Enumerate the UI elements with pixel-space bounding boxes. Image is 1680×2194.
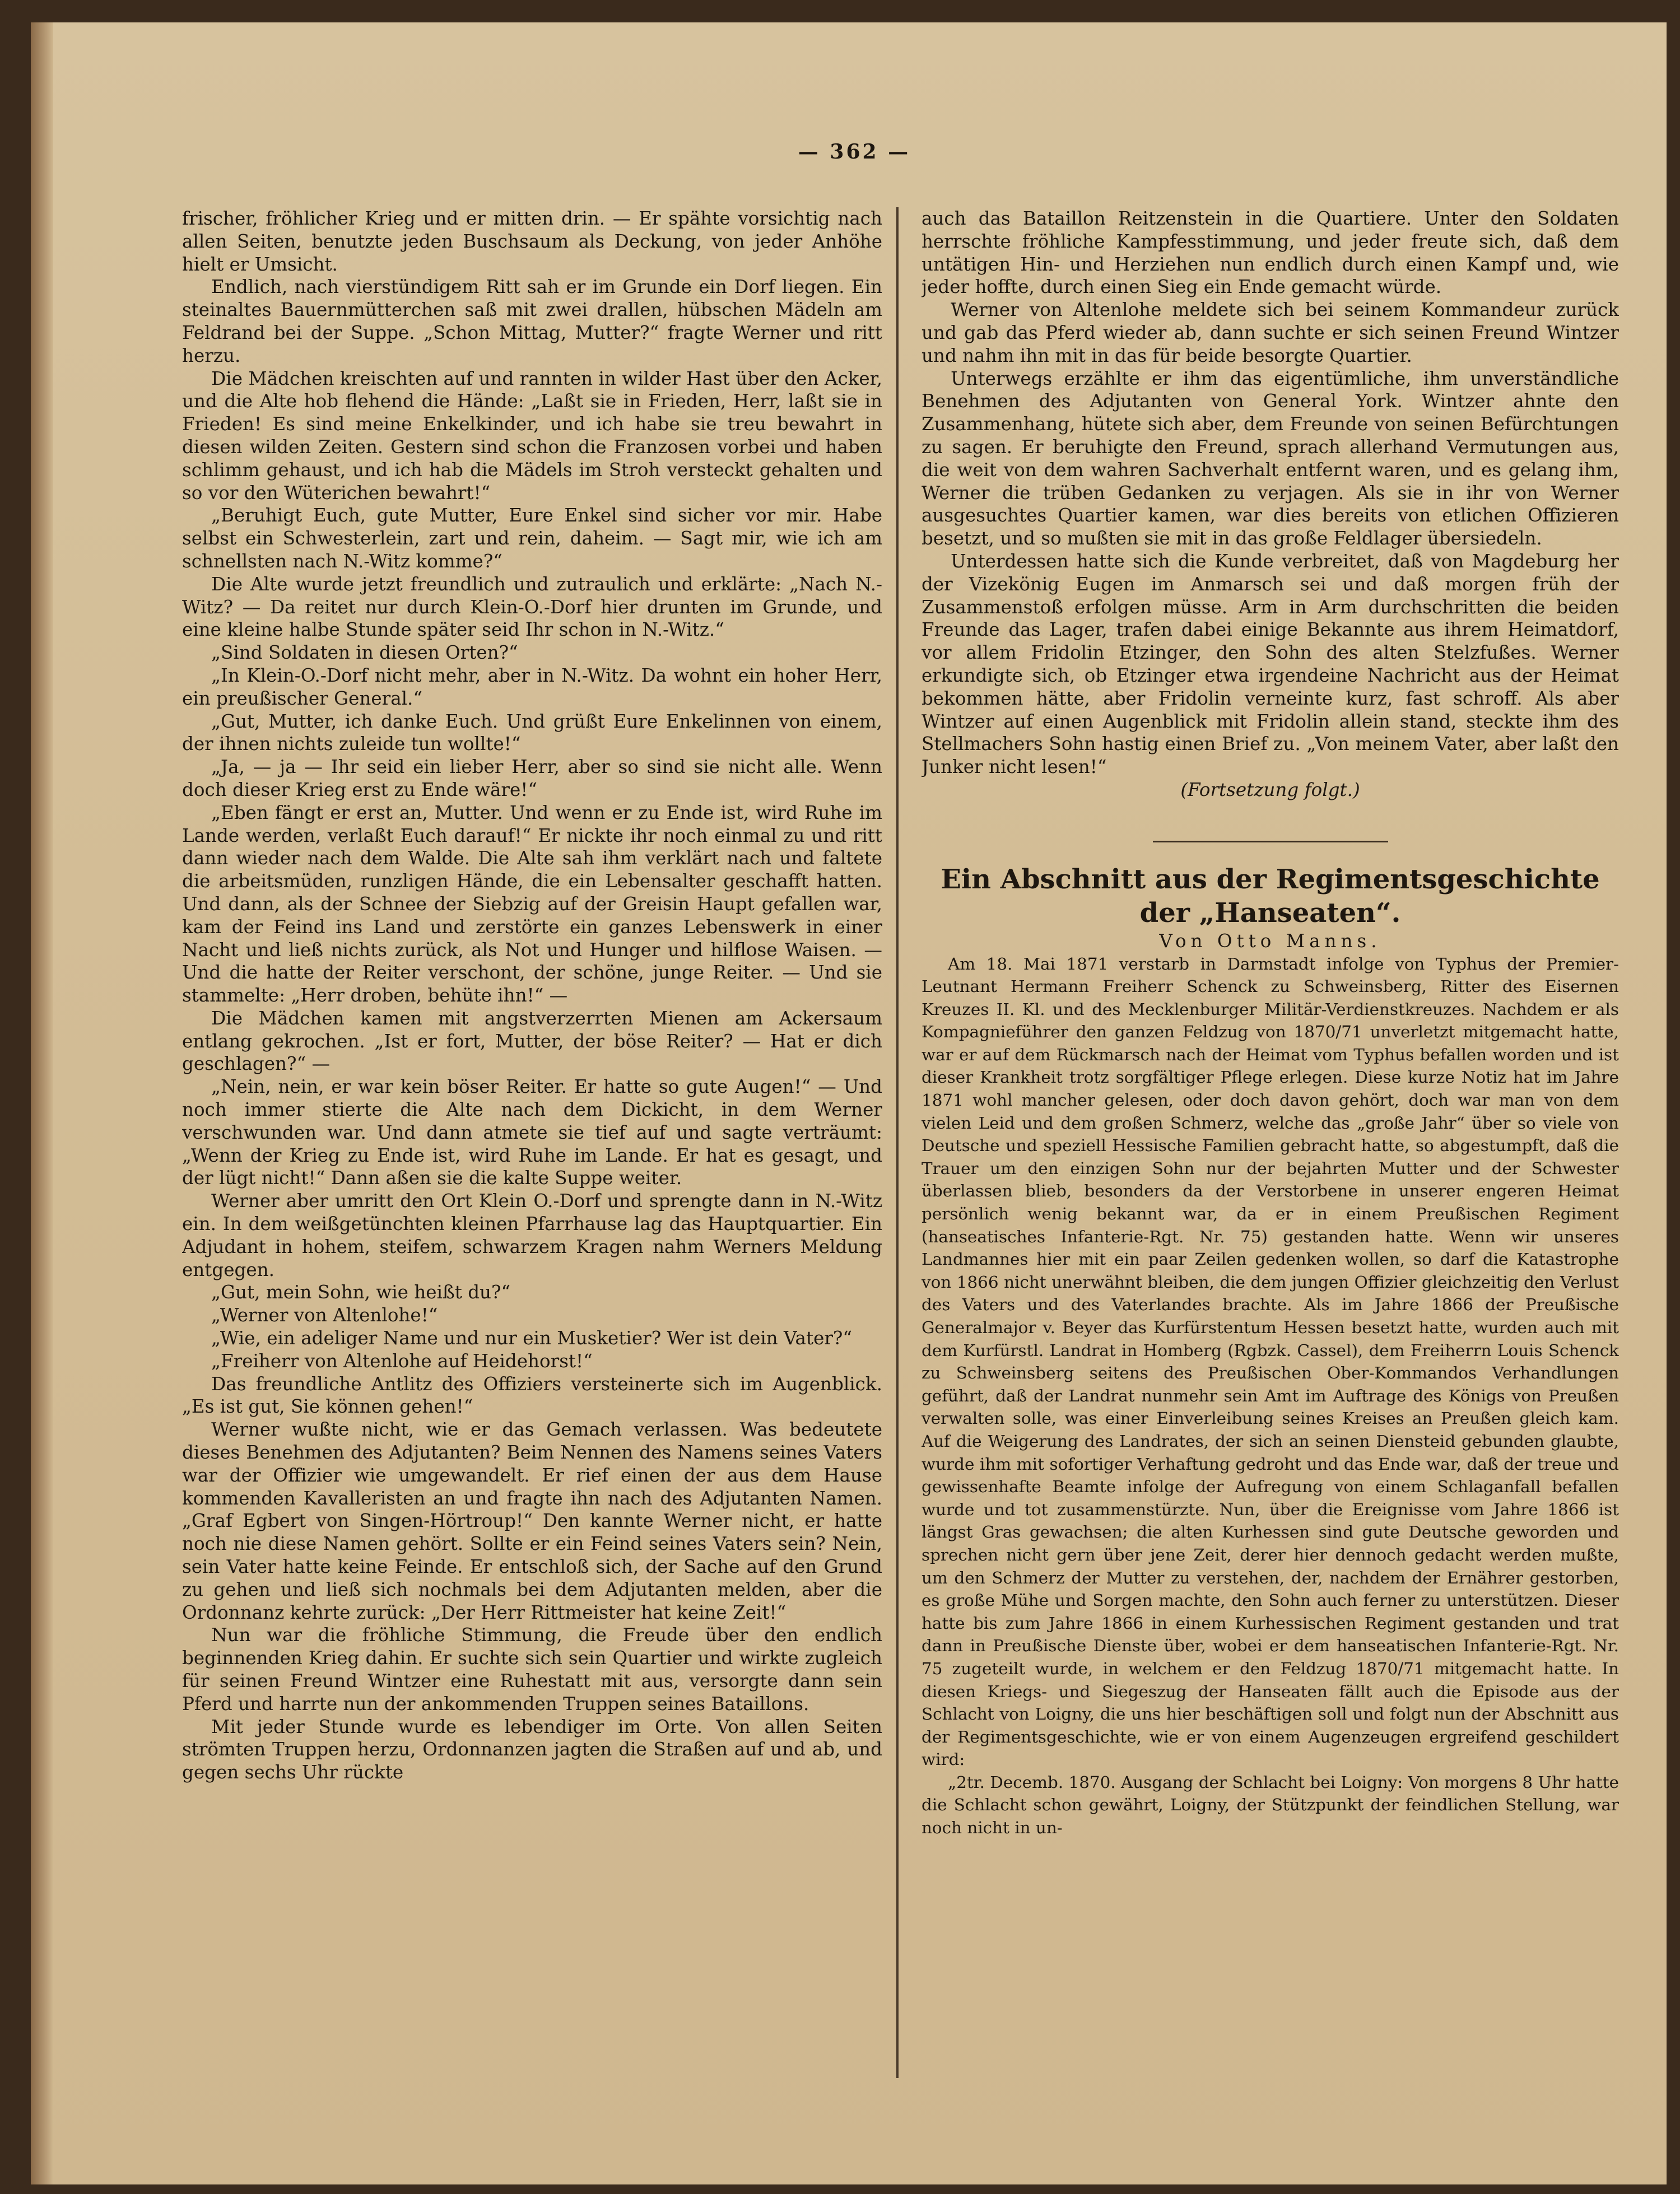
paragraph: „In Klein-O.-Dorf nicht mehr, aber in N.-Witz. Da wohnt ein hoher Herr, ein preußischer General.“ [182, 664, 882, 709]
continuation-note: (Fortsetzung folgt.) [1180, 779, 1360, 800]
paragraph: frischer, fröhlicher Krieg und er mitten drin. — Er spähte vorsichtig nach allen Seiten, benutzte jeden Buschsaum als Deckung, von jeder Anhöhe hielt er Umsicht. [182, 208, 882, 275]
paragraph: Die Mädchen kreischten auf und rannten in wilder Hast über den Acker, und die Alte hob flehend die Hände: „Laßt sie in Frieden, Herr, laßt sie in Frieden! Es sind meine Enkelkinder, und ich habe sie treu bewahrt in diesen wilden Zeiten. Gestern sind schon die Franzosen vorbei und haben schlimm gehaust, und ich hab die Mädels im Stroh versteckt gehalten und so vor den Wüterichen bewahrt!“ [182, 367, 882, 504]
page-binding-edge [31, 22, 53, 2184]
paragraph: „Beruhigt Euch, gute Mutter, Eure Enkel sind sicher vor mir. Habe selbst ein Schwesterlein, zart und rein, daheim. — Sagt mir, wie ich am schnellsten nach N.-Witz komme?“ [182, 505, 882, 572]
paragraph: Werner aber umritt den Ort Klein O.-Dorf und sprengte dann in N.-Witz ein. In dem weißgetünchten kleinen Pfarrhause lag das Hauptquartier. Ein Adjudant in hohem, steifem, schwarzem Kragen nahm Werners Meldung entgegen. [182, 1190, 882, 1280]
paragraph: Die Mädchen kamen mit angstverzerrten Mienen am Ackersaum entlang gekrochen. „Ist er fort, Mutter, der böse Reiter? — Hat er dich geschlagen?“ — [182, 1007, 882, 1075]
paragraph: „Gut, Mutter, ich danke Euch. Und grüßt Eure Enkelinnen von einem, der ihnen nichts zuleide tun wollte!“ [182, 710, 882, 755]
column-divider [896, 207, 899, 2078]
paragraph: Werner von Altenlohe meldete sich bei seinem Kommandeur zurück und gab das Pferd wieder ab, dann suchte er sich seinen Freund Wintzer und nahm ihn mit in das für beide besorgte Quartier. [922, 299, 1619, 366]
paragraph: „2tr. Decemb. 1870. Ausgang der Schlacht bei Loigny: Von morgens 8 Uhr hatte die Schlacht schon gewährt, Loigny, der Stützpunkt der feindlichen Stellung, war noch nicht in un- [922, 1772, 1619, 1838]
paragraph: Das freundliche Antlitz des Offiziers versteinerte sich im Augenblick. „Es ist gut, Sie können gehen!“ [182, 1373, 882, 1418]
article-body [922, 953, 1619, 1839]
paragraph: Endlich, nach vierstündigem Ritt sah er im Grunde ein Dorf liegen. Ein steinaltes Bauernmütterchen saß mit zwei drallen, hübschen Mädeln am Feldrand bei der Suppe. „Schon Mittag, Mutter?“ fragte Werner und ritt herzu. [182, 276, 882, 366]
article-title-line-2: der „Hanseaten“. [1139, 897, 1401, 929]
newspaper-page [31, 22, 1667, 2184]
page-number: — 362 — [798, 140, 911, 164]
paragraph: Unterdessen hatte sich die Kunde verbreitet, daß von Magdeburg her der Vizekönig Eugen im Anmarsch sei und daß morgen früh der Zusammenstoß erfolgen müsse. Arm in Arm durchschritten die beiden Freunde das Lager, trafen dabei einige Bekannte aus ihrem Heimatdorf, vor allem Fridolin Etzinger, den Sohn des alten Stelzfußes. Werner erkundigte sich, ob Etzinger etwa irgendeine Nachricht aus der Heimat bekommen hätte, aber Fridolin verneinte kurz, fast schroff. Als aber Wintzer auf einen Augenblick mit Fridolin allein stand, steckte ihm des Stellmachers Sohn hastig einen Brief zu. „Von meinem Vater, aber laßt den Junker nicht lesen!“ [922, 550, 1619, 778]
right-column [922, 207, 1619, 2061]
paragraph: „Nein, nein, er war kein böser Reiter. Er hatte so gute Augen!“ — Und noch immer stierte die Alte nach dem Dickicht, in dem Werner verschwunden war. Und dann atmete sie tief auf und sagte verträumt: „Wenn der Krieg zu Ende ist, wird Ruhe im Lande. Er hat es gesagt, und der lügt nicht!“ Dann aßen sie die kalte Suppe weiter. [182, 1076, 882, 1189]
paragraph: Nun war die fröhliche Stimmung, die Freude über den endlich beginnenden Krieg dahin. Er suchte sich sein Quartier und wirkte zugleich für seinen Freund Wintzer eine Ruhestatt mit aus, versorgte dann sein Pferd und harrte nun der ankommenden Truppen seines Bataillons. [182, 1624, 882, 1715]
paragraph: „Gut, mein Sohn, wie heißt du?“ [211, 1282, 511, 1303]
paragraph: „Werner von Altenlohe!“ [211, 1305, 438, 1326]
paragraph: „Freiherr von Altenlohe auf Heidehorst!“ [211, 1350, 593, 1372]
story-continuation [922, 207, 1619, 779]
paragraph: auch das Bataillon Reitzenstein in die Quartiere. Unter den Soldaten herrschte fröhliche Kampfesstimmung, und jeder freute sich, daß dem untätigen Hin- und Herziehen nun endlich durch einen Kampf und, wie jeder hoffte, durch einen Sieg ein Ende gemacht würde. [922, 208, 1619, 298]
article-byline: Von Otto Manns. [1159, 930, 1381, 952]
paragraph: „Ja, — ja — Ihr seid ein lieber Herr, aber so sind sie nicht alle. Wenn doch dieser Krieg erst zu Ende wäre!“ [182, 756, 882, 800]
paragraph: Mit jeder Stunde wurde es lebendiger im Orte. Von allen Seiten strömten Truppen herzu, Ordonnanzen jagten die Straßen auf und ab, und gegen sechs Uhr rückte [182, 1716, 882, 1783]
paragraph: Werner wußte nicht, wie er das Gemach verlassen. Was bedeutete dieses Benehmen des Adjutanten? Beim Nennen des Namens seines Vaters war der Offizier wie umgewandelt. Er rief einen der aus dem Hause kommenden Kavalleristen an und fragte ihn nach des Adjutanten Namen. „Graf Egbert von Singen-Hörtroup!“ Den kannte Werner nicht, er hatte noch nie diese Namen gehört. Sollte er ein Feind seines Vaters sein? Nein, sein Vater hatte keine Feinde. Er entschloß sich, der Sache auf den Grund zu gehen und ließ sich nochmals bei dem Adjutanten melden, aber die Ordonnanz kehrte zurück: „Der Herr Rittmeister hat keine Zeit!“ [182, 1419, 882, 1623]
paragraph: „Eben fängt er erst an, Mutter. Und wenn er zu Ende ist, wird Ruhe im Lande werden, verlaßt Euch darauf!“ Er nickte ihr noch einmal zu und ritt dann wieder nach dem Walde. Die Alte sah ihm verklärt nach und faltete die arbeitsmüden, runzligen Hände, die ein Lebensalter geschafft hatten. Und dann, als der Schnee der Siebzig auf der Greisin Haupt gefallen war, kam der Feind ins Land und zerstörte ein ganzes Lebenswerk in einer Nacht und ließ nichts zurück, als Not und Hunger und hilflose Waisen. — Und die hatte der Reiter verschont, der schöne, junge Reiter. — Und sie stammelte: „Herr droben, behüte ihn!“ — [182, 802, 882, 1007]
article-separator [1153, 841, 1388, 842]
paragraph: Unterwegs erzählte er ihm das eigentümliche, ihm unverständliche Benehmen des Adjutanten von General York. Wintzer ahnte den Zusammenhang, hütete sich aber, dem Freunde von seinen Befürchtungen zu sagen. Er beruhigte den Freund, sprach allerhand Vermutungen aus, die weit von dem wahren Sachverhalt entfernt waren, und es gelang ihm, Werner die trüben Gedanken zu verjagen. Als sie in ihr von Werner ausgesuchtes Quartier kamen, war dies bereits von etlichen Offizieren besetzt, und so mußten sie mit in das große Feldlager übersiedeln. [922, 367, 1619, 549]
paragraph: „Wie, ein adeliger Name und nur ein Musketier? Wer ist dein Vater?“ [211, 1327, 853, 1349]
paragraph: „Sind Soldaten in diesen Orten?“ [211, 642, 518, 664]
paragraph: Am 18. Mai 1871 verstarb in Darmstadt infolge von Typhus der Premier-Leutnant Hermann Freiherr Schenck zu Schweinsberg, Ritter des Eisernen Kreuzes II. Kl. und des Mecklenburger Militär-Verdienstkreuzes. Nachdem er als Kompagnieführer den ganzen Feldzug von 1870/71 unverletzt mitgemacht hatte, war er auf dem Rückmarsch nach der Heimat vom Typhus befallen worden und ist dieser Krankheit trotz sorgfältiger Pflege erlegen. Diese kurze Notiz hat im Jahre 1871 wohl mancher gelesen, oder doch davon gehört, doch war man von dem vielen Leid und dem großen Schmerz, welche das „große Jahr“ über so viele von Deutsche und speziell Hessische Familien gebracht hatte, so abgestumpft, daß die Trauer um den einzigen Sohn nur der bejahrten Mutter und der Schwester überlassen blieb, besonders da der Verstorbene in unserer engeren Heimat persönlich wenig bekannt war, da er in einem Preußischen Regiment (hanseatisches Infanterie-Rgt. Nr. 75) gestanden hatte. Wenn wir unseres Landmannes hier mit ein paar Zeilen gedenken wollen, so darf die Katastrophe von 1866 nicht unerwähnt bleiben, die dem jungen Offizier gleichzeitig den Verlust des Vaters und des Vaterlandes brachte. Als im Jahre 1866 der Preußische Generalmajor v. Beyer das Kurfürstentum Hessen besetzt hatte, wurden auch mit dem Kurfürstl. Landrat in Homberg (Rgbzk. Cassel), dem Freiherrn Louis Schenck zu Schweinsberg seitens des Preußischen Ober-Kommandos Verhandlungen geführt, daß der Landrat nunmehr sein Amt im Auftrage des Königs von Preußen verwalten solle, was einer Einverleibung seines Kreises an Preußen gleich kam. Auf die Weigerung des Landrates, der sich an seinen Diensteid gebunden glaubte, wurde ihm mit sofortiger Verhaftung gedroht und das Ende war, daß der treue und gewissenhafte Beamte infolge der Aufregung von einem Schlaganfall befallen wurde und tot zusammenstürzte. Nun, über die Ereignisse vom Jahre 1866 ist längst Gras gewachsen; die alten Kurhessen sind gute Deutsche geworden und sprechen nicht gern über jene Zeit, derer hier dennoch gedacht werden mußte, um den Schmerz der Mutter zu verstehen, der, nachdem der Ernährer gestorben, es große Mühe und Sorgen machte, den Sohn auch ferner zu unterstützen. Dieser hatte bis zum Jahre 1866 in einem Kurhessischen Regiment gestanden und trat dann in Preußische Dienste über, wobei er dem hanseatischen Infanterie-Rgt. Nr. 75 zugeteilt wurde, in welchem er den Feldzug 1870/71 mitgemacht hatte. In diesen Kriegs- und Siegeszug der Hanseaten fällt auch die Episode aus der Schlacht von Loigny, die uns hier beschäftigen soll und folgt nun der Abschnitt aus der Regimentsgeschichte, wie er von einem Augenzeugen ergreifend geschildert wird: [922, 954, 1619, 1769]
left-column [182, 207, 882, 2061]
article-title-line-1: Ein Abschnitt aus der Regimentsgeschichte [941, 863, 1600, 895]
paragraph: Die Alte wurde jetzt freundlich und zutraulich und erklärte: „Nach N.-Witz? — Da reitet nur durch Klein-O.-Dorf hier drunten im Grunde, und eine kleine halbe Stunde später seid Ihr schon in N.-Witz.“ [182, 573, 882, 641]
